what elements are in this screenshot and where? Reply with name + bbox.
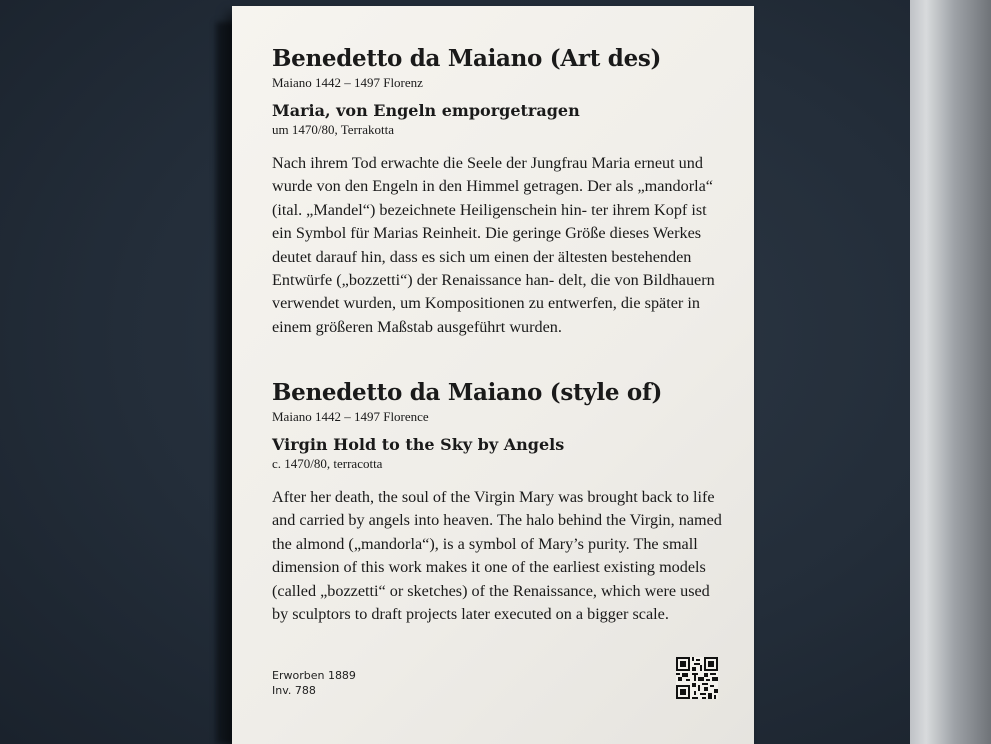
wall-pillar	[910, 0, 991, 744]
artist-dates-de: Maiano 1442 – 1497 Florenz	[272, 75, 423, 90]
museum-label	[232, 6, 754, 744]
artist-name-de: Benedetto da Maiano (Art des)	[272, 45, 662, 72]
description-en: After her death, the soul of the Virgin Mary was brought back to life and carried by angels into heaven. The halo behind the Virgin, named the almond („mandorla“), is a symbol of Mary’s purity. The small dimension of this work makes it one of the earliest existing models (called „bozzetti“ or sketches) of the Renaissance, which were used by sculptors to draft projects later executed on a bigger scale.	[272, 488, 722, 624]
english-section	[272, 378, 722, 626]
artwork-title-de: Maria, von Engeln emporgetragen	[272, 101, 580, 120]
artwork-title-en: Virgin Hold to the Sky by Angels	[272, 435, 565, 454]
artwork-medium-en: c. 1470/80, terracotta	[272, 456, 383, 471]
artwork-medium-de: um 1470/80, Terrakotta	[272, 122, 394, 137]
acquired-year: Erworben 1889	[272, 669, 356, 682]
description-de: Nach ihrem Tod erwachte die Seele der Jungfrau Maria erneut und wurde von den Engeln in den Himmel getragen. Der als „mandorla“ (ital. „Mandel“) bezeichnete Heiligenschein hin- ter ihrem Kopf ist ein Symbol für Marias Reinheit. Die geringe Größe dieses Werkes deutet darauf hin, dass es sich um einen der ältesten bestehenden Entwürfe („bozzetti“) der Renaissance han- delt, die von Bildhauern verwendet wurden, um Kompositionen zu entwerfen, die später in einem größeren Maßstab ausgeführt wurden.	[272, 154, 715, 336]
artist-dates-en: Maiano 1442 – 1497 Florence	[272, 409, 429, 424]
acquisition-info	[272, 668, 356, 698]
german-section	[272, 44, 722, 339]
qr-code-icon[interactable]	[676, 657, 718, 699]
artist-name-en: Benedetto da Maiano (style of)	[272, 379, 663, 406]
inventory-number: Inv. 788	[272, 684, 316, 697]
